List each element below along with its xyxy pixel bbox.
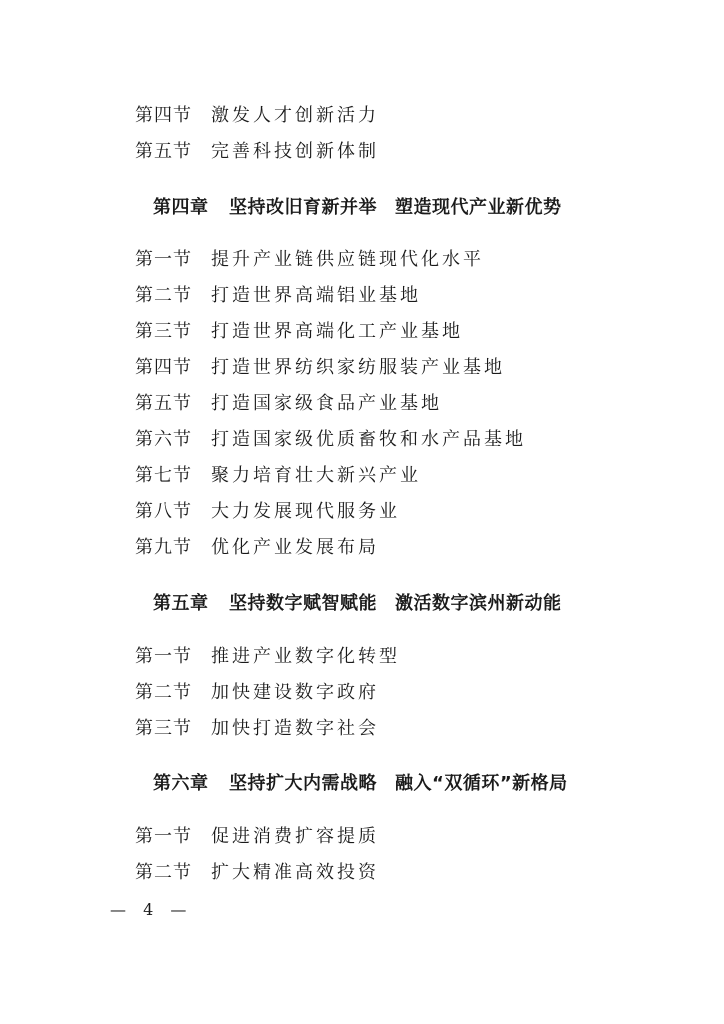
toc-chapter-heading[interactable] (153, 591, 562, 617)
section-number: 第九节 (135, 537, 192, 558)
section-title: 推进产业数字化转型 (211, 646, 400, 667)
section-title: 扩大精准高效投资 (211, 862, 379, 883)
toc-section-entry[interactable] (135, 284, 421, 308)
section-number: 第一节 (135, 249, 192, 270)
chapter-title: 坚持改旧育新并举 (229, 197, 377, 218)
toc-section-entry[interactable] (135, 104, 379, 128)
section-number: 第一节 (135, 826, 192, 847)
section-number: 第七节 (135, 465, 192, 486)
section-title: 优化产业发展布局 (211, 537, 379, 558)
section-number: 第三节 (135, 321, 192, 342)
toc-section-entry[interactable] (135, 825, 379, 849)
section-number: 第三节 (135, 718, 192, 739)
section-title: 提升产业链供应链现代化水平 (211, 249, 484, 270)
chapter-number: 第六章 (153, 773, 209, 794)
toc-chapter-heading[interactable] (153, 195, 562, 221)
toc-section-entry[interactable] (135, 645, 400, 669)
chapter-title: 坚持数字赋智赋能 (229, 593, 377, 614)
section-number: 第六节 (135, 429, 192, 450)
section-title: 打造世界高端化工产业基地 (211, 321, 463, 342)
toc-section-entry[interactable] (135, 428, 526, 452)
chapter-title: 坚持扩大内需战略 (229, 773, 377, 794)
section-title: 大力发展现代服务业 (211, 501, 400, 522)
toc-section-entry[interactable] (135, 681, 379, 705)
toc-section-entry[interactable] (135, 248, 484, 272)
section-number: 第一节 (135, 646, 192, 667)
section-number: 第四节 (135, 357, 192, 378)
section-title: 加快打造数字社会 (211, 718, 379, 739)
section-title: 激发人才创新活力 (211, 105, 379, 126)
section-title: 打造国家级食品产业基地 (211, 393, 442, 414)
chapter-number: 第四章 (153, 197, 209, 218)
section-title: 聚力培育壮大新兴产业 (211, 465, 421, 486)
toc-section-entry[interactable] (135, 536, 379, 560)
section-title: 打造世界纺织家纺服装产业基地 (211, 357, 505, 378)
section-title: 完善科技创新体制 (211, 141, 379, 162)
section-title: 促进消费扩容提质 (211, 826, 379, 847)
toc-section-entry[interactable] (135, 320, 463, 344)
section-number: 第二节 (135, 285, 192, 306)
section-number: 第二节 (135, 682, 192, 703)
section-number: 第四节 (135, 105, 192, 126)
section-title: 打造世界高端铝业基地 (211, 285, 421, 306)
toc-chapter-heading[interactable] (153, 771, 568, 797)
chapter-number: 第五章 (153, 593, 209, 614)
toc-section-entry[interactable] (135, 392, 442, 416)
section-title: 打造国家级优质畜牧和水产品基地 (211, 429, 526, 450)
toc-section-entry[interactable] (135, 500, 400, 524)
section-number: 第二节 (135, 862, 192, 883)
chapter-subtitle: 激活数字滨州新动能 (395, 593, 562, 614)
toc-section-entry[interactable] (135, 464, 421, 488)
toc-section-entry[interactable] (135, 861, 379, 885)
chapter-subtitle: 塑造现代产业新优势 (395, 197, 562, 218)
page-number: — 4 — (110, 900, 193, 919)
section-title: 加快建设数字政府 (211, 682, 379, 703)
section-number: 第八节 (135, 501, 192, 522)
toc-section-entry[interactable] (135, 356, 505, 380)
section-number: 第五节 (135, 141, 192, 162)
toc-section-entry[interactable] (135, 717, 379, 741)
section-number: 第五节 (135, 393, 192, 414)
toc-section-entry[interactable] (135, 140, 379, 164)
chapter-subtitle: 融入“双循环”新格局 (395, 773, 568, 794)
